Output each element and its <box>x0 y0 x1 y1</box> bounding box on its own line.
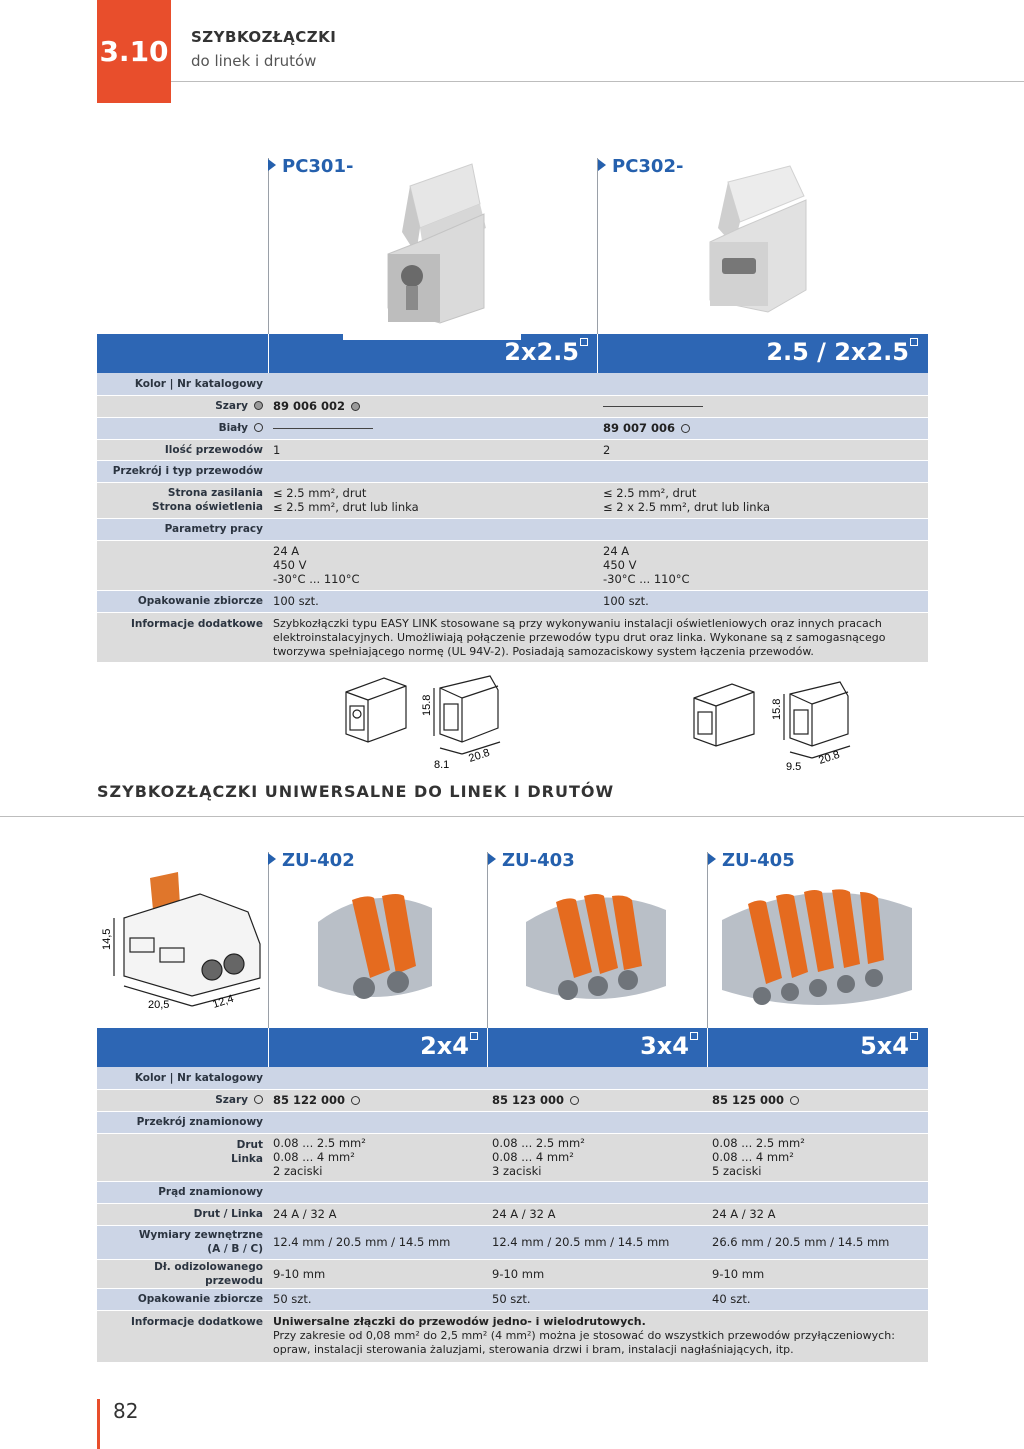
spec-table-zu <box>97 1067 928 1363</box>
bar-divider <box>487 1028 488 1067</box>
white-dot-icon <box>681 424 690 433</box>
product-code-zu403: ZU-403 <box>488 850 575 871</box>
square-mark-icon <box>470 1032 478 1040</box>
arrow-right-icon <box>268 853 276 865</box>
size-label-pc302: 2.5 / 2x2.5 <box>600 338 918 366</box>
table-row: Wymiary zewnętrzne (A / B / C) 12.4 mm / 20.5 mm / 14.5 mm 12.4 mm / 20.5 mm / 14.5 mm 26.6 mm / 20.5 mm / 14.5 mm <box>97 1225 928 1259</box>
table-row: Przekrój i typ przewodów <box>97 460 928 482</box>
white-dot-icon <box>254 423 263 432</box>
product-code-zu402: ZU-402 <box>268 850 355 871</box>
chapter-badge: 3.10 <box>97 0 171 103</box>
pc301-dimension-drawing <box>340 670 510 774</box>
table-row: Szary 85 122 000 85 123 000 85 125 000 <box>97 1089 928 1111</box>
white-dot-icon <box>351 1096 360 1105</box>
column-divider <box>268 852 269 1028</box>
zu405-product-image <box>718 872 916 1022</box>
table-row: Parametry pracy <box>97 518 928 540</box>
column-divider <box>597 158 598 334</box>
table-row: Opakowanie zbiorcze 100 szt. 100 szt. <box>97 590 928 612</box>
table-row: Biały 89 007 006 <box>97 417 928 439</box>
table-row: Kolor | Nr katalogowy <box>97 373 928 395</box>
spec-table-pc <box>97 373 928 663</box>
zu402-product-image <box>312 882 438 1010</box>
table-row: Kolor | Nr katalogowy <box>97 1067 928 1089</box>
not-available-dash <box>273 428 373 429</box>
column-divider <box>707 852 708 1028</box>
zu-dimension-drawing <box>100 868 268 1014</box>
bar-divider <box>707 1028 708 1067</box>
pc301-product-image <box>380 158 490 338</box>
table-row: 24 A 450 V -30°C ... 110°C 24 A 450 V -30°C ... 110°C <box>97 540 928 590</box>
zu403-product-image <box>522 882 670 1012</box>
dimension-width: 9.5 <box>786 761 802 773</box>
section-divider <box>0 816 1024 817</box>
arrow-right-icon <box>708 853 716 865</box>
page-subtitle: do linek i drutów <box>191 52 317 70</box>
column-divider <box>487 852 488 1028</box>
table-row: Strona zasilania Strona oświetlenia ≤ 2.5 mm², drut ≤ 2.5 mm², drut lub linka ≤ 2.5 mm², drut ≤ 2 x 2.5 mm², drut lub linka <box>97 482 928 518</box>
table-row: Informacje dodatkowe Szybkozłączki typu EASY LINK stosowane są przy wykonywaniu instalacji oświetleniowych oraz innych pracach elektroinstalacyjnych. Umożliwiają połączenie przewodów typu drut oraz linka. Wykonane są z samogasnącego tworzywa spełniającego normę (UL 94V-2). Posiadają samozaciskowy system łączenia przewodów. <box>97 612 928 662</box>
dimension-height: 15.8 <box>421 694 433 716</box>
table-row: Informacje dodatkowe Uniwersalne złączki do przewodów jedno- i wielodrutowych. Przy zakresie od 0,08 mm² do 2,5 mm² (4 mm²) można je stosować do wszystkich przewodów przyłączeniowych: opraw, instalacji sterowania żaluzjami, sterowania drzwi i bram, instalacji nagłaśniających, itp. <box>97 1310 928 1362</box>
size-label-zu402: 2x4 <box>270 1032 478 1060</box>
size-label-pc301: 2x2.5 <box>270 338 588 366</box>
arrow-right-icon <box>598 159 606 171</box>
square-mark-icon <box>690 1032 698 1040</box>
dimension-depth: 20.8 <box>817 748 842 767</box>
table-row: Prąd znamionowy <box>97 1181 928 1203</box>
page-number-bar <box>97 1399 100 1449</box>
square-mark-icon <box>910 1032 918 1040</box>
page-title: SZYBKOZŁĄCZKI <box>191 28 337 46</box>
product-code-pc301: PC301- <box>268 156 353 177</box>
bar-divider <box>268 334 269 373</box>
table-row: Szary 89 006 002 <box>97 395 928 417</box>
grey-dot-icon <box>351 402 360 411</box>
dimension-height: 15.8 <box>771 698 783 720</box>
grey-dot-icon <box>254 401 263 410</box>
section-title: SZYBKOZŁĄCZKI UNIWERSALNE DO LINEK I DRUTÓW <box>97 782 615 801</box>
dimension-depth: 20,5 <box>148 999 170 1011</box>
dimension-height: 14,5 <box>101 928 113 950</box>
bar-divider <box>597 334 598 373</box>
arrow-right-icon <box>488 853 496 865</box>
dimension-width: 8.1 <box>434 759 450 771</box>
page-number: 82 <box>113 1399 139 1423</box>
product-code-zu405: ZU-405 <box>708 850 795 871</box>
size-label-zu403: 3x4 <box>490 1032 698 1060</box>
square-mark-icon <box>910 338 918 346</box>
square-mark-icon <box>580 338 588 346</box>
arrow-right-icon <box>268 159 276 171</box>
column-divider <box>268 158 269 334</box>
table-row: Drut Linka 0.08 ... 2.5 mm² 0.08 ... 4 mm² 2 zaciski 0.08 ... 2.5 mm² 0.08 ... 4 mm² 3 zaciski 0.08 ... 2.5 mm² 0.08 ... 4 mm² 5 zaciski <box>97 1133 928 1181</box>
dimension-width: 12,4 <box>211 992 236 1011</box>
pc302-dimension-drawing <box>688 676 858 776</box>
white-dot-icon <box>254 1095 263 1104</box>
table-row: Dł. odizolowanego przewodu 9-10 mm 9-10 mm 9-10 mm <box>97 1259 928 1288</box>
product-code-pc302: PC302- <box>598 156 683 177</box>
not-available-dash <box>603 406 703 407</box>
pc302-product-image <box>700 162 810 322</box>
white-dot-icon <box>790 1096 799 1105</box>
table-row: Opakowanie zbiorcze 50 szt. 50 szt. 40 szt. <box>97 1288 928 1310</box>
table-row: Drut / Linka 24 A / 32 A 24 A / 32 A 24 A / 32 A <box>97 1203 928 1225</box>
table-row: Ilość przewodów 1 2 <box>97 439 928 460</box>
header-divider <box>171 81 1024 82</box>
table-row: Przekrój znamionowy <box>97 1111 928 1133</box>
white-dot-icon <box>570 1096 579 1105</box>
bar-divider <box>268 1028 269 1067</box>
size-label-zu405: 5x4 <box>710 1032 918 1060</box>
dimension-depth: 20.8 <box>467 746 492 765</box>
